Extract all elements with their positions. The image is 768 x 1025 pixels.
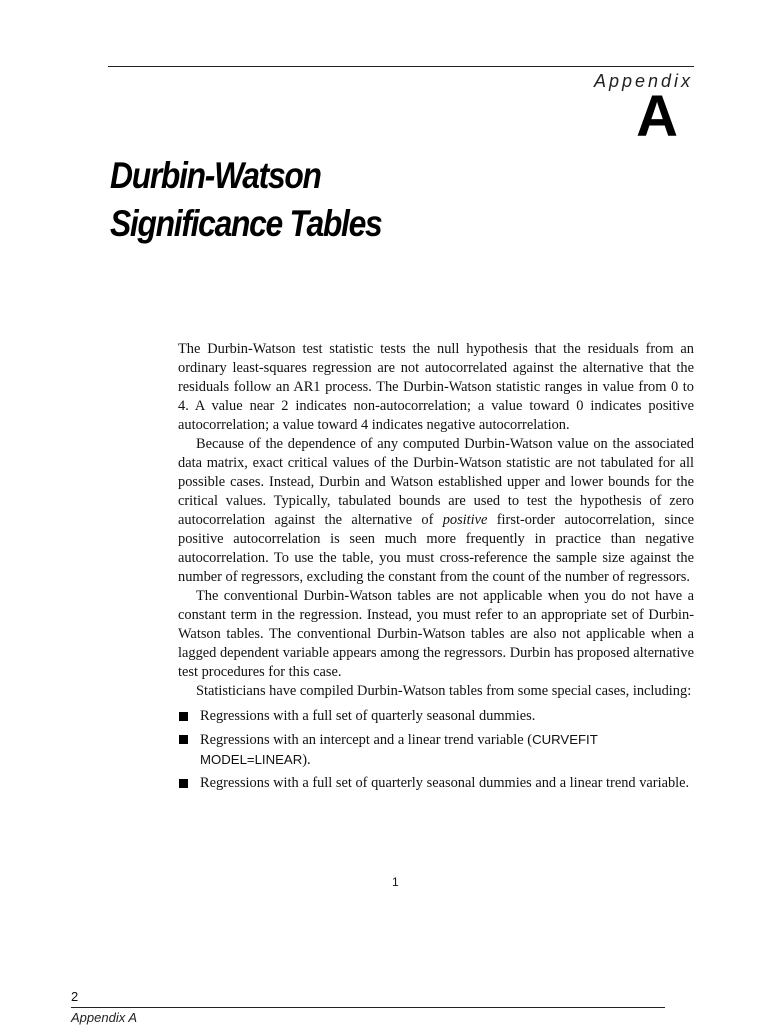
paragraph-2 <box>178 435 694 587</box>
body-text <box>178 340 694 797</box>
list-item-text: Regressions with a full set of quarterly seasonal dummies and a linear trend variable. <box>200 775 690 791</box>
square-bullet-icon <box>179 779 188 788</box>
paragraph-2-emphasis: positive <box>442 512 488 528</box>
footer-label: Appendix A <box>71 1010 138 1025</box>
paragraph-3: The conventional Durbin-Watson tables are not applicable when you do not have a constant term in the regression. Instead, you must refer to an appropriate set of Durbin-Watson tables. The conventional Durbin-Watson tables are also not applicable when a lagged dependent variable appears among the regressors. Durbin has proposed alternative test procedures for this case. <box>178 588 694 680</box>
chapter-title <box>110 152 381 248</box>
page-number: 1 <box>392 875 399 889</box>
square-bullet-icon <box>179 712 188 721</box>
list-item-code: CURVEFIT MODEL=LINEAR <box>200 732 598 767</box>
paragraph-1: The Durbin-Watson test statistic tests the null hypothesis that the residuals from an ordinary least-squares regression are not autocorrelated against the alternative that the residuals follow an AR1 process. The Durbin-Watson statistic ranges in value from 0 to 4. A value near 2 indicates non-autocorrelation; a value toward 0 indicates positive autocorrelation; a value toward 4 indicates negative autocorrelation. <box>178 341 694 433</box>
list-item-text: Regressions with a full set of quarterly seasonal dummies. <box>200 708 536 724</box>
footer-page-number: 2 <box>71 989 79 1004</box>
chapter-title-line-1: Durbin-Watson <box>110 155 321 196</box>
special-cases-list <box>178 707 694 793</box>
chapter-title-line-2: Significance Tables <box>110 203 382 244</box>
header-rule <box>108 66 694 67</box>
list-item-text-after: ). <box>302 752 311 768</box>
square-bullet-icon <box>179 735 188 744</box>
paragraph-2-text-after: first-order autocorrelation, since positive autocorrelation is seen much more frequently in practice than negative autocorrelation. To use the table, you must cross-reference the sample size against the number of regressors, excluding the constant from the count of the number of regressors. <box>178 512 694 585</box>
list-item <box>178 707 694 726</box>
appendix-label: Appendix <box>593 71 693 91</box>
paragraph-2-text-before: Because of the dependence of any computed Durbin-Watson value on the associated data matrix, exact critical values of the Durbin-Watson statistic are not tabulated for all possible cases. Instead, Durbin and Watson established upper and lower bounds for the critical values. Typically, tabulated bounds are used to test the hypothesis of zero autocorrelation against the alternative of <box>178 436 694 528</box>
appendix-letter: A <box>636 84 678 149</box>
footer-rule <box>71 1007 665 1008</box>
paragraph-4: Statisticians have compiled Durbin-Watson tables from some special cases, including: <box>196 683 692 699</box>
list-item <box>178 774 694 793</box>
list-item <box>178 730 694 770</box>
list-item-text-before: Regressions with an intercept and a linear trend variable ( <box>200 732 533 748</box>
